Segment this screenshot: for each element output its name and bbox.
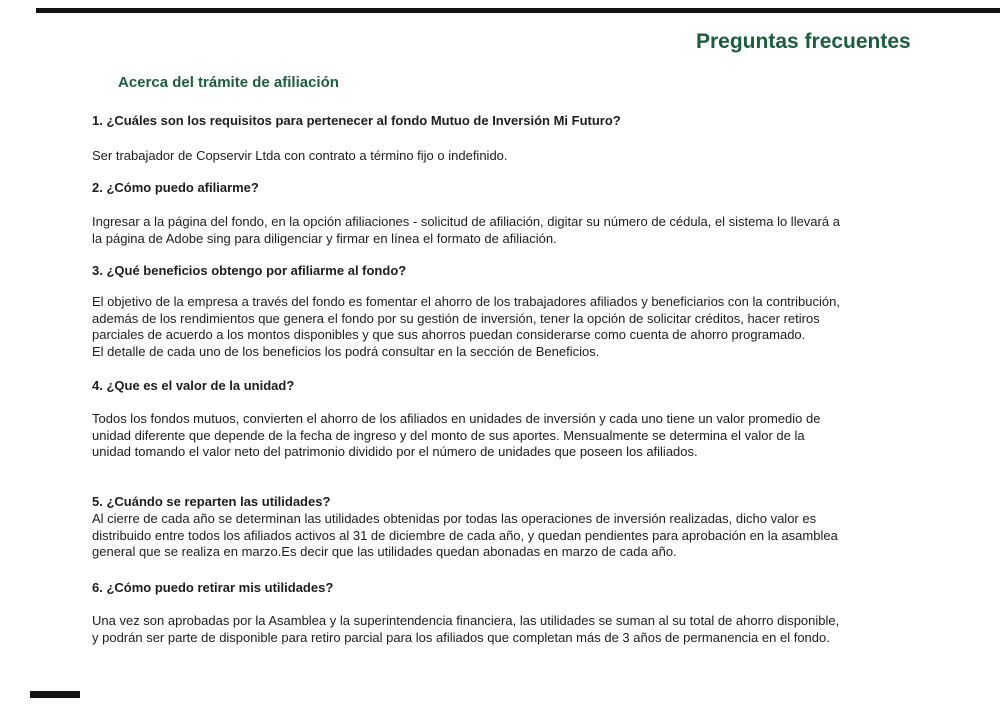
answer-line: Una vez son aprobadas por la Asamblea y la superintendencia financiera, las utilidades se suman al su total de ahorro disponible,: [92, 613, 840, 628]
answer-line: Ser trabajador de Copservir Ltda con contrato a término fijo o indefinido.: [92, 148, 508, 163]
answer-line: Todos los fondos mutuos, convierten el ahorro de los afiliados en unidades de inversión y cada uno tiene un valor promedio de: [92, 411, 821, 426]
answer-line: general que se realiza en marzo.Es decir que las utilidades quedan abonadas en marzo de cada año.: [92, 544, 677, 560]
answer-line: El objetivo de la empresa a través del fondo es fomentar el ahorro de los trabajadores afiliados y beneficiarios con la contribución,: [92, 294, 840, 309]
answer-line: la página de Adobe sing para diligenciar y firmar en línea el formato de afiliación.: [92, 230, 557, 246]
faq-question-2: 2. ¿Cómo puedo afiliarme?: [92, 180, 259, 195]
answer-line: parciales de acuerdo a los montos disponibles y que sus ahorros puedan considerarse como cuenta de ahorro programado.: [92, 327, 806, 343]
faq-question-6: 6. ¿Cómo puedo retirar mis utilidades?: [92, 580, 334, 595]
faq-answer-2: [92, 214, 840, 247]
faq-answer-5: [92, 511, 838, 561]
answer-line: El detalle de cada uno de los beneficios los podrá consultar en la sección de Beneficios.: [92, 343, 600, 359]
answer-line: y podrán ser parte de disponible para retiro parcial para los afiliados que completan más de 3 años de permanencia en el fondo.: [92, 629, 830, 645]
faq-answer-1: [92, 148, 508, 165]
faq-answer-4: [92, 411, 820, 461]
faq-question-4: 4. ¿Que es el valor de la unidad?: [92, 378, 295, 393]
bottom-border-line: [30, 691, 80, 698]
answer-line: distribuido entre todos los afiliados activos al 31 de diciembre de cada año, y quedan pendientes para aprobación en la asamblea: [92, 527, 838, 543]
faq-answer-6: [92, 613, 839, 646]
answer-line: unidad diferente que depende de la fecha de ingreso y del monto de sus aportes. Mensualmente se determina el valor de la: [92, 427, 805, 443]
faq-question-1: 1. ¿Cuáles son los requisitos para pertenecer al fondo Mutuo de Inversión Mi Futuro?: [92, 113, 621, 128]
answer-line: Ingresar a la página del fondo, en la opción afiliaciones - solicitud de afiliación, digitar su número de cédula, el sistema lo llevará a: [92, 214, 840, 229]
faq-question-3: 3. ¿Qué beneficios obtengo por afiliarme al fondo?: [92, 263, 407, 278]
faq-question-5: 5. ¿Cuándo se reparten las utilidades?: [92, 494, 331, 509]
page-title: Preguntas frecuentes: [696, 30, 911, 53]
section-title: Acerca del trámite de afiliación: [118, 74, 339, 91]
answer-line: unidad tomando el valor neto del patrimonio dividido por el número de unidades que poseen los afiliados.: [92, 444, 698, 460]
top-border-line: [36, 8, 1000, 13]
faq-answer-3: [92, 294, 840, 360]
answer-line: Al cierre de cada año se determinan las utilidades obtenidas por todas las operaciones de inversión realizadas, dicho valor es: [92, 511, 817, 526]
answer-line: además de los rendimientos que genera el fondo por su gestión de inversión, tener la opción de solicitar créditos, hacer retiros: [92, 310, 820, 326]
